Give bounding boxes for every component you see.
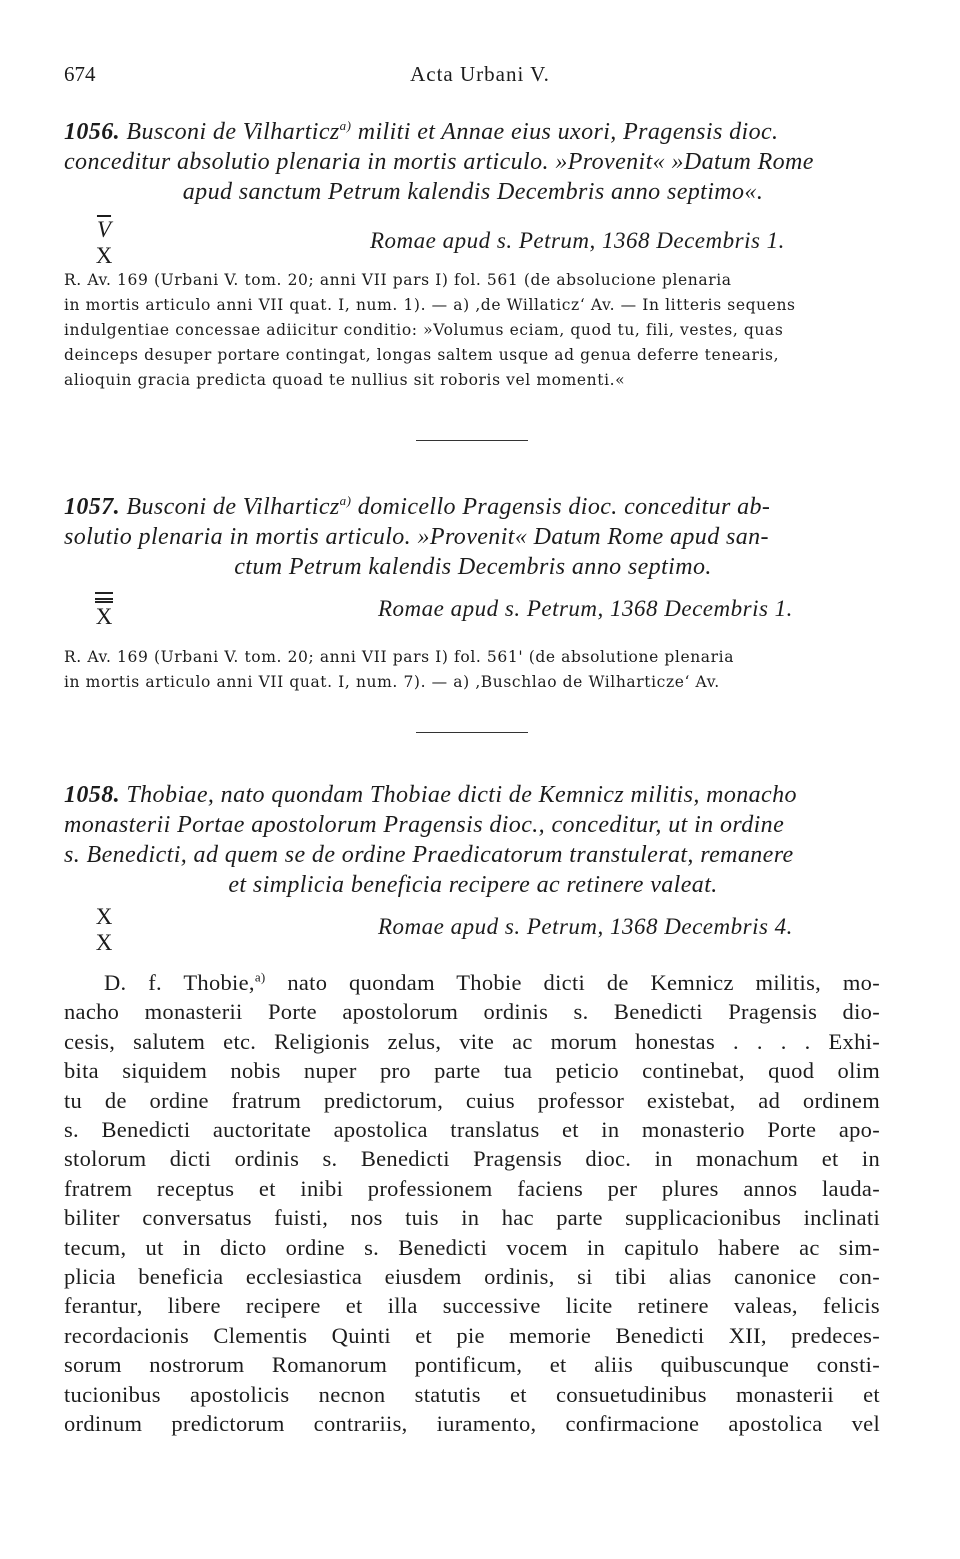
- body-line: s. Benedicti auctoritate apostolica translatus et in monasterio Porte apo-: [64, 1117, 880, 1143]
- entry-number: 1057.: [64, 494, 120, 520]
- body-line: fratrem receptus et inibi professionem faciens per plures annos lauda-: [64, 1175, 880, 1201]
- body-line: cesis, salutem etc. Religionis zelus, vite ac morum honestas . . . . Exhi-: [64, 1028, 880, 1054]
- body-line: stolorum dicti ordinis s. Benedicti Pragensis dioc. in monachum et in: [64, 1146, 880, 1172]
- body-line: [64, 968, 880, 997]
- entry-1058-title: [64, 780, 882, 900]
- apparatus-line: R. Av. 169 (Urbani V. tom. 20; anni VII pars I) fol. 561' (de absolutione plenaria: [64, 648, 735, 666]
- entry-title-line: ctum Petrum kalendis Decembris anno septimo.: [234, 554, 712, 580]
- entry-1056-dateline: Romae apud s. Petrum, 1368 Decembris 1.: [370, 228, 785, 253]
- siglum: X: [95, 930, 113, 955]
- entry-title-line: et simplicia beneficia recipere ac retinere valeat.: [228, 872, 718, 898]
- entry-title-line: militi et Annae eius uxori, Pragensis dioc.: [357, 119, 779, 145]
- apparatus-line: in mortis articulo anni VII quat. I, num. 1). — a) ‚de Willaticz‘ Av. — In litteris sequens: [64, 296, 796, 314]
- entry-title-line: apud sanctum Petrum kalendis Decembris anno septimo«.: [182, 179, 764, 205]
- entry-number: 1058.: [64, 782, 120, 808]
- page-header: [64, 62, 896, 92]
- body-line: ordinum predictorum contrariis, iuramento, confirmacione apostolica vel: [64, 1411, 880, 1437]
- body-line: recordacionis Clementis Quinti et pie memorie Benedicti XII, predeces-: [64, 1322, 880, 1348]
- body-line: bita siquidem nobis nuper pro parte tua peticio continebat, quod olim: [64, 1058, 880, 1084]
- triple-bar-mark: [95, 592, 113, 600]
- entry-title-line: Busconi de Vilharticz: [126, 494, 340, 520]
- footnote-mark: a): [339, 118, 352, 133]
- entry-1058-body: [64, 968, 880, 1439]
- siglum: X: [95, 604, 113, 629]
- body-line: biliter conversatus fuisti, nos tuis in hac parte supplicacionibus inclinati: [64, 1205, 880, 1231]
- apparatus-line: deinceps desuper portare contingat, longas saltem usque ad genua deferre tenearis,: [64, 346, 780, 364]
- entry-1057-title: [64, 492, 882, 582]
- entry-1058-dateline: Romae apud s. Petrum, 1368 Decembris 4.: [378, 914, 793, 939]
- apparatus-line: in mortis articulo anni VII quat. I, num. 7). — a) ‚Buschlao de Wilharticze‘ Av.: [64, 673, 720, 691]
- body-line: sorum nostrorum Romanorum pontificum, et aliis quibuscunque consti-: [64, 1352, 880, 1378]
- body-line: nacho monasterii Porte apostolorum ordinis s. Benedicti Pragensis dio-: [64, 999, 880, 1025]
- entry-title-line: Busconi de Vilharticz: [126, 119, 340, 145]
- siglum: X: [95, 243, 113, 268]
- entry-1057-apparatus: [64, 645, 884, 695]
- body-line: plicia beneficia ecclesiastica eiusdem ordinis, si tibi alias canonice con-: [64, 1264, 880, 1290]
- entry-title-line: monasterii Portae apostolorum Pragensis dioc., conceditur, ut in ordine: [64, 812, 785, 838]
- body-opening: D. f. Thobie,: [104, 970, 255, 995]
- entry-1056-apparatus: [64, 268, 884, 393]
- section-divider: [416, 732, 528, 733]
- entry-1058-sigla: [84, 904, 124, 956]
- entry-number: 1056.: [64, 119, 120, 145]
- body-line: ferantur, libere recipere et illa successive licite retinere valeas, felicis: [64, 1293, 880, 1319]
- apparatus-line: alioquin gracia predicta quoad te nullius sit roboris vel momenti.«: [64, 371, 626, 389]
- entry-1056-sigla: [84, 217, 124, 269]
- entry-title-line: domicello Pragensis dioc. conceditur ab-: [357, 494, 771, 520]
- entry-1057-sigla: [84, 592, 124, 630]
- apparatus-line: indulgentiae concessae adiicitur conditio: »Volumus eciam, quod tu, fili, vestes, quas: [64, 321, 784, 339]
- siglum: X: [95, 904, 113, 929]
- page-number: 674: [64, 62, 96, 86]
- apparatus-line: R. Av. 169 (Urbani V. tom. 20; anni VII pars I) fol. 561 (de absolucione plenaria: [64, 271, 732, 289]
- entry-title-line: s. Benedicti, ad quem se de ordine Praedicatorum transtulerat, remanere: [64, 842, 794, 868]
- body-line: tecum, ut in dicto ordine s. Benedicti vocem in capitulo habere ac sim-: [64, 1234, 880, 1260]
- footnote-mark: a): [339, 493, 352, 508]
- running-title: Acta Urbani V.: [410, 62, 550, 86]
- siglum: $\overline{V}$: [96, 217, 112, 242]
- section-divider: [416, 440, 528, 441]
- entry-1057-dateline: Romae apud s. Petrum, 1368 Decembris 1.: [378, 596, 793, 621]
- body-opening-rest: nato quondam Thobie dicti de Kemnicz militis, mo-: [287, 970, 880, 995]
- entry-title-line: solutio plenaria in mortis articulo. »Provenit« Datum Rome apud san-: [64, 524, 769, 550]
- footnote-mark: a): [254, 969, 266, 985]
- body-line: tu de ordine fratrum predictorum, cuius professor existebat, ad ordinem: [64, 1087, 880, 1113]
- entry-title-line: Thobiae, nato quondam Thobiae dicti de Kemnicz militis, monacho: [126, 782, 797, 808]
- body-line: tucionibus apostolicis necnon statutis et consuetudinibus monasterii et: [64, 1381, 880, 1407]
- entry-title-line: conceditur absolutio plenaria in mortis articulo. »Provenit« »Datum Rome: [64, 149, 814, 175]
- entry-1056-title: [64, 117, 882, 207]
